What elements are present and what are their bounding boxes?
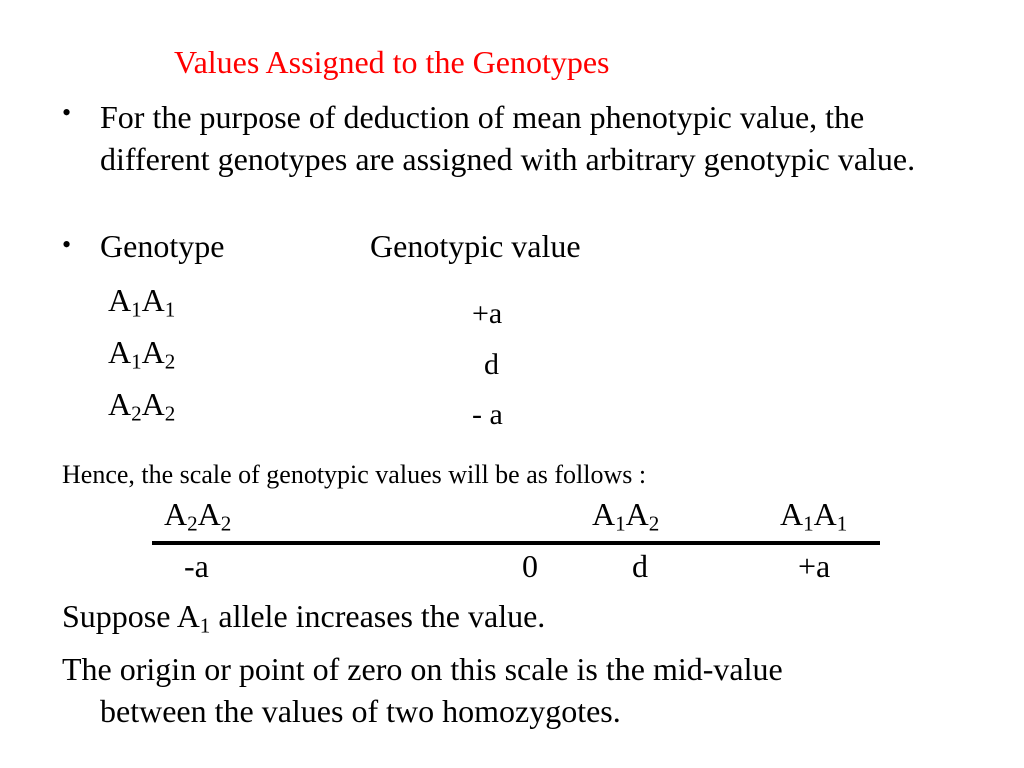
scale-label-a2a2: $A_2A_2$ <box>164 496 232 536</box>
scale-value-zero: 0 <box>522 548 538 584</box>
origin-line-2: between the values of two homozygotes. <box>100 693 621 729</box>
value-a1a2: d <box>484 348 499 381</box>
origin-statement <box>62 648 962 732</box>
genotypic-value-column-heading: Genotypic value <box>370 228 581 264</box>
scale-line <box>152 541 880 545</box>
genotype-column-heading: Genotype <box>100 228 225 264</box>
value-a1a1: +a <box>472 297 503 330</box>
slide-title: Values Assigned to the Genotypes <box>174 44 610 80</box>
bullet-marker: • <box>62 98 72 127</box>
suppose-statement: Suppose $A_1$ allele increases the value. <box>62 598 546 638</box>
scale-value-d: d <box>632 548 648 584</box>
bullet-marker: • <box>62 230 72 259</box>
scale-value-plus-a: +a <box>798 548 831 584</box>
bullet-purpose-text: For the purpose of deduction of mean phenotypic value, the different genotypes are assigned with arbitrary genotypic value. <box>100 99 916 177</box>
genotype-a1a1: $A_1A_1$ <box>108 282 176 322</box>
genotype-a2a2: $A_2A_2$ <box>108 386 176 426</box>
scale-value-minus-a: -a <box>184 548 209 584</box>
genotype-a1a2: $A_1A_2$ <box>108 334 176 374</box>
scale-label-a1a1: $A_1A_1$ <box>780 496 848 536</box>
value-a2a2: - a <box>472 398 503 431</box>
scale-label-a1a2: $A_1A_2$ <box>592 496 660 536</box>
scale-intro-text: Hence, the scale of genotypic values will be as follows : <box>62 460 647 489</box>
origin-line-1: The origin or point of zero on this scale is the mid-value <box>62 651 783 687</box>
